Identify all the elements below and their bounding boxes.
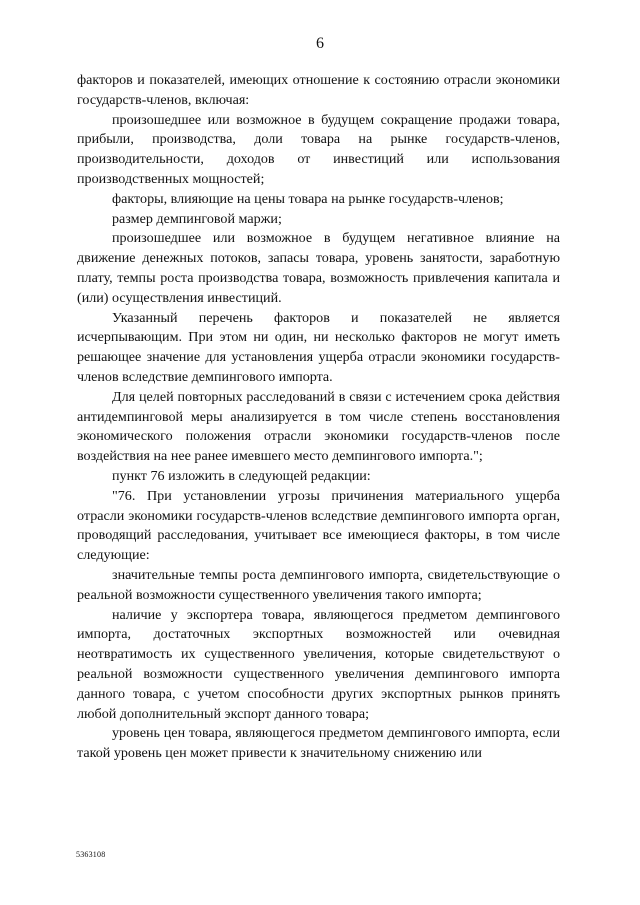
paragraph-amend-point-76: пункт 76 изложить в следующей редакции:: [112, 467, 371, 484]
document-body: [77, 71, 560, 764]
paragraph-point-76: "76. При установлении угрозы причинения материального ущерба отрасли экономики государств-членов вследствие демпингового импорта орган, проводящий расследования, учитывает все имеющиеся факторы, в том числе следующие:: [77, 487, 560, 564]
document-code: 5363108: [76, 850, 106, 859]
paragraph-list-not-exhaustive: Указанный перечень факторов и показателей не является исчерпывающим. При этом ни один, ни несколько факторов не могут иметь решающее значение для установления ущерба отрасли экономики государств-членов вследствие демпингового импорта.: [77, 309, 560, 385]
paragraph-intro: факторов и показателей, имеющих отношение к состоянию отрасли экономики государств-членов, включая:: [77, 72, 560, 108]
paragraph-item-price-level: уровень цен товара, являющегося предметом демпингового импорта, если такой уровень цен может привести к значительному снижению или: [77, 725, 560, 762]
page-number: 6: [316, 35, 324, 52]
paragraph-item-price-factors: факторы, влияющие на цены товара на рынке государств-членов;: [112, 190, 504, 207]
paragraph-item-negative-influence: произошедшее или возможное в будущем негативное влияние на движение денежных потоков, запасы товара, уровень занятости, заработную плату, темпы роста производства товара, возможность привлечения капитала и (или) осуществления инвестиций.: [77, 230, 560, 306]
paragraph-item-exporter-capacity: наличие у экспортера товара, являющегося предметом демпингового импорта, достаточных экспортных возможностей или очевидная неотвратимость их существенного увеличения, которые свидетельствуют о реальной возможности существенного увеличения демпингового импорта данного товара, с учетом способности других экспортных рынков принять любой дополнительный экспорт данного товара;: [77, 606, 560, 722]
paragraph-item-growth-rates: значительные темпы роста демпингового импорта, свидетельствующие о реальной возможности существенного увеличения такого импорта;: [77, 566, 560, 603]
paragraph-item-sales-decline: произошедшее или возможное в будущем сокращение продажи товара, прибыли, производства, доли товара на рынке государств-членов, производительности, доходов от инвестиций или использования производственных мощностей;: [77, 111, 560, 187]
paragraph-item-dumping-margin: размер демпинговой маржи;: [112, 210, 282, 227]
paragraph-repeat-investigations: Для целей повторных расследований в связи с истечением срока действия антидемпинговой меры анализируется в том числе степень восстановления экономического положения отрасли экономики государств-членов после воздействия на нее ранее имевшего место демпингового импорта.";: [77, 388, 560, 465]
